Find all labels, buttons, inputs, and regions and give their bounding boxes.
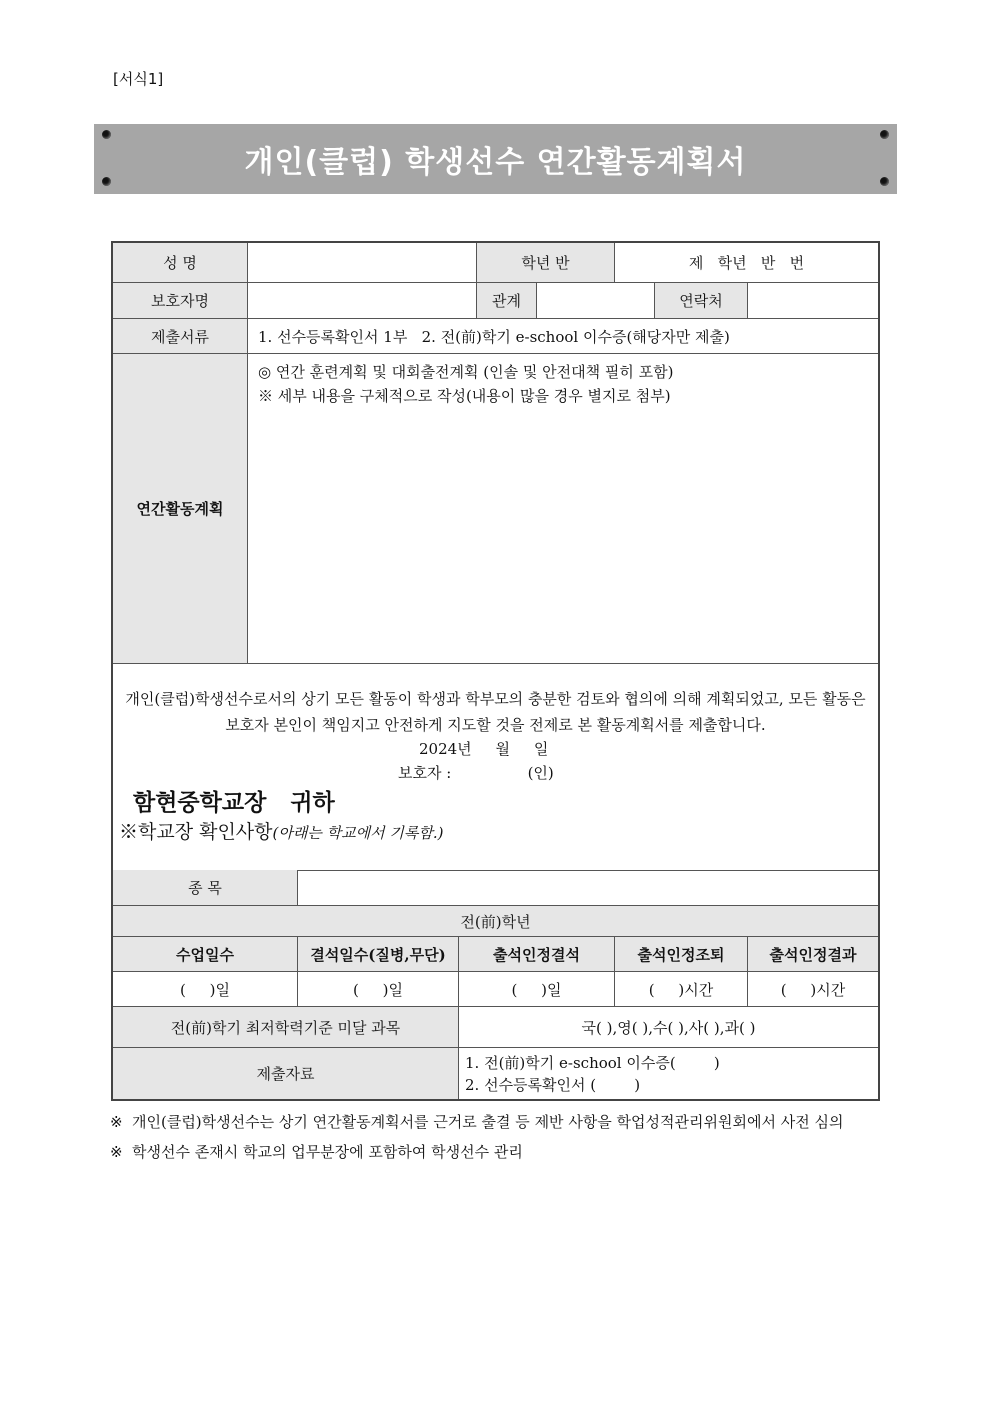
footnote-item [110, 1140, 900, 1164]
col-recognized-absence: 출석인정결석 [459, 937, 615, 971]
principal-confirm-heading [119, 817, 443, 844]
attendance-header-row [113, 937, 878, 972]
underachieve-field[interactable]: 국( ),영( ),수( ),사( ),과( ) [581, 1018, 756, 1037]
grade-class-field[interactable]: 제 학년 반 번 [688, 254, 805, 272]
class-days-field[interactable]: ( )일 [113, 972, 298, 1006]
declaration-text: 개인(클럽)학생선수로서의 상기 모든 활동이 학생과 학부모의 충분한 검토와 협의에 의해 계획되었고, 모든 활동은 보호자 본인이 책임지고 안전하게 지도할 것을 전제로 본 활동계획서를 제출합니다. [125, 690, 866, 734]
underachieve-label: 전(前)학기 최저학력기준 미달 과목 [113, 1007, 459, 1047]
grade-class-label: 학년 반 [477, 243, 615, 282]
declaration-date: 2024년 월 일 [419, 740, 549, 758]
sport-field[interactable] [298, 870, 878, 905]
addressee: 함현중학교장 귀하 [133, 790, 335, 816]
relation-field[interactable] [537, 283, 655, 318]
sport-label: 종 목 [113, 870, 298, 905]
recognized-result-field[interactable]: ( )시간 [780, 980, 846, 999]
relation-label: 관계 [477, 283, 537, 318]
annual-plan-field[interactable] [248, 354, 878, 663]
contact-label: 연락처 [655, 283, 748, 318]
underachieve-row [113, 1007, 878, 1048]
materials-field[interactable] [459, 1048, 878, 1099]
plan-form [111, 241, 880, 1101]
name-label: 성 명 [113, 243, 248, 282]
plan-instruction-2: ※ 세부 내용을 구체적으로 작성(내용이 많을 경우 별지로 첨부) [258, 387, 671, 405]
guardian-row [113, 283, 878, 319]
contact-field[interactable] [748, 283, 878, 318]
confirm-note: (아래는 학교에서 기록함.) [272, 824, 444, 842]
note-text: 개인(클럽)학생선수는 상기 연간활동계획서를 근거로 출결 등 제반 사항을 학업성적관리위원회에서 사전 심의 [132, 1113, 844, 1131]
plan-instruction-1: ◎ 연간 훈련계획 및 대회출전계획 (인솔 및 안전대책 필히 포함) [258, 363, 674, 381]
footnotes [110, 1110, 900, 1164]
sport-row [113, 870, 878, 906]
banner-dot-icon [880, 130, 889, 139]
footnote-item [110, 1110, 900, 1134]
note-mark: ※ [110, 1143, 123, 1161]
name-field[interactable] [248, 243, 477, 282]
recognized-early-leave-field[interactable]: ( )시간 [615, 972, 748, 1006]
name-row [113, 243, 878, 283]
col-class-days: 수업일수 [113, 937, 298, 971]
annual-plan-label: 연간활동계획 [113, 354, 248, 663]
materials-item-1: 1. 전(前)학기 e-school 이수증( ) [465, 1053, 720, 1072]
guardian-signature: 보호자 : (인) [398, 764, 554, 782]
documents-value: 1. 선수등록확인서 1부 2. 전(前)학기 e-school 이수증(해당자만 제출) [258, 327, 730, 346]
title-banner [94, 124, 897, 194]
page-title: 개인(클럽) 학생선수 연간활동계획서 [244, 145, 747, 180]
col-absence-days: 결석일수(질병,무단) [298, 937, 459, 971]
prev-grade-row [113, 906, 878, 937]
declaration-block [113, 664, 878, 871]
col-recognized-result: 출석인정결과 [769, 945, 857, 964]
banner-dot-icon [102, 130, 111, 139]
materials-item-2: 2. 선수등록확인서 ( ) [465, 1075, 641, 1094]
note-mark: ※ [110, 1113, 123, 1131]
col-recognized-early-leave: 출석인정조퇴 [615, 937, 748, 971]
note-text: 학생선수 존재시 학교의 업무분장에 포함하여 학생선수 관리 [132, 1143, 523, 1161]
confirm-title: ※학교장 확인사항 [119, 821, 273, 843]
recognized-absence-field[interactable]: ( )일 [459, 972, 615, 1006]
materials-label: 제출자료 [113, 1048, 459, 1099]
documents-row [113, 319, 878, 354]
attendance-value-row [113, 972, 878, 1007]
materials-row [113, 1048, 878, 1099]
prev-grade-header: 전(前)학년 [460, 912, 531, 931]
annual-plan-row [113, 354, 878, 664]
documents-label: 제출서류 [113, 319, 248, 353]
banner-dot-icon [102, 177, 111, 186]
form-number-label: [서식1] [113, 70, 164, 88]
guardian-name-field[interactable] [248, 283, 477, 318]
guardian-name-label: 보호자명 [113, 283, 248, 318]
absence-days-field[interactable]: ( )일 [298, 972, 459, 1006]
banner-dot-icon [880, 177, 889, 186]
